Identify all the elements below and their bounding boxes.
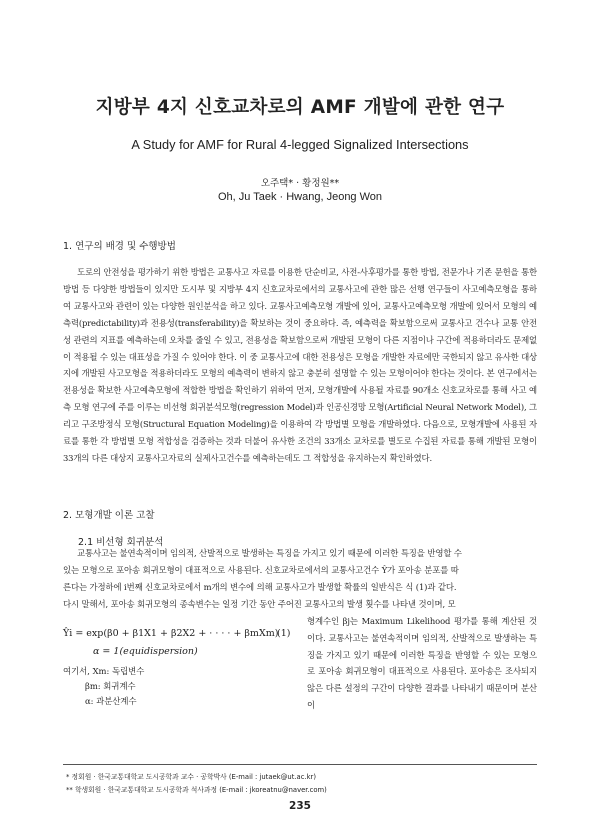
paragraph-2-line-3: 른다는 가정하에 i번째 신호교차로에서 m개의 변수에 의해 교통사고가 발생할 확률의 일반식은 식 (1)과 같다. — [63, 582, 457, 592]
variable-definitions — [63, 664, 144, 709]
footnote-2: ** 학생회원 · 한국교통대학교 도시공학과 석사과정 (E-mail : jkoreatnu@naver.com) — [66, 786, 327, 794]
paper-title: 지방부 4지 신호교차로의 AMF 개발에 관한 연구 — [95, 97, 505, 118]
paragraph-2-line-1: 교통사고는 불연속적이며 임의적, 산발적으로 발생하는 특징을 가지고 있기 때문에 이러한 특징을 반영할 수 — [77, 548, 462, 558]
paragraph-2-line-2: 있는 모형으로 포아송 회귀모형이 대표적으로 사용된다. 신호교차로에서의 교통사고건수 Ŷ가 포아송 분포를 따 — [63, 565, 459, 575]
section-heading-2: 2. 모형개발 이론 고찰 — [63, 510, 155, 521]
where-beta: βm: 회귀계수 — [85, 681, 136, 691]
equation-1: Ŷi = exp(β0 + β1X1 + β2X2 + · · · · + βmXm) — [63, 628, 279, 639]
paragraph-1: 도로의 안전성을 평가하기 위한 방법은 교통사고 자료를 이용한 단순비교, 사전-사후평가를 통한 방법, 전문가나 기존 문헌을 통한 방법 등 다양한 방법들이 있지만 도시부 및 지방부 4지 신호교차로에서의 교통사고에 관한 많은 선행 연구들이 사고예측모형을 통하여 교통사고와 관련이 있는 다양한 원인분석을 하고 있다. 교통사고예측모형 개발에 있어, 교통사고예측모형 개발에 있어서 모형의 예측력(predictability)과 전용성(transferability)을 확보하는 것이 중요하다. 즉, 예측력을 확보함으로써 교통사고 건수나 교통 안전성 관련의 지표를 예측하는데 오차를 줄일 수 있고, 전용성을 확보함으로써 개발된 모형이 다른 지점이나 구간에 적용하더라도 문제없이 적용될 수 있는 대표성을 가질 수 있어야 한다. 이 중 교통사고에 대한 전용성은 모형을 개발한 자료에만 국한되지 않고 유사한 대상지에 개발된 사고모형을 적용하더라도 모형의 예측력이 변하지 않고 충분히 설명할 수 있는 모형이어야 한다는 것이다. 본 연구에서는 전용성을 확보한 사고예측모형에 적합한 방법을 확인하기 위하여 먼저, 모형개발에 사용될 자료를 90개소 신호교차로를 통해 사고 예측 모형 연구에 주를 이루는 비선형 회귀분석모형(regression Model)과 인공신경망 모형(Artificial Neural Network Model), 그리고 구조방정식 모형(Structural Equation Modeling)을 이용하여 각 방법별 모형을 개발하였다. 다음으로, 모형개발에 사용된 자료를 통한 각 방법별 모형 적합성을 검증하는 것과 더불어 유사한 조건의 33개소 교차로를 별도로 수집된 자료를 통해 개발된 모형이 33개의 다른 대상지 교통사고자료의 실제사고건수를 예측하는데도 그 적합성을 유지하는지 확인하였다. — [63, 267, 537, 463]
section-heading-1: 1. 연구의 배경 및 수행방법 — [63, 241, 176, 252]
authors-english: Oh, Ju Taek · Hwang, Jeong Won — [217, 191, 383, 203]
where-alpha: α: 과분산계수 — [85, 696, 137, 706]
footnote-1: * 정회원 · 한국교통대학교 도시공학과 교수 · 공학박사 (E-mail : jutaek@ut.ac.kr) — [66, 773, 316, 781]
footnote-divider — [63, 764, 537, 765]
equation-alpha-condition: α = 1(equidispersion) — [93, 646, 198, 657]
paper-subtitle: A Study for AMF for Rural 4-legged Signalized Intersections — [131, 137, 469, 152]
subsection-heading-2-1: 2.1 비선형 회귀분석 — [78, 537, 164, 548]
page-number: 235 — [289, 800, 311, 812]
paragraph-2-line-4: 다시 말해서, 포아송 회귀모형의 종속변수는 일정 기간 동안 주어진 교통사고의 발생 횟수를 나타낸 것이며, 모 — [63, 599, 456, 609]
where-xm: 여기서, Xm: 독립변수 — [63, 666, 145, 676]
equation-number: (1) — [277, 628, 291, 639]
paragraph-2-right-column: 형계수인 βj는 Maximum Likelihood 평가를 통해 계산된 것이다. 교통사고는 불연속적이며 임의적, 산발적으로 발생하는 특징을 가지고 있기 때문에 이러한 특징을 반영할 수 있는 모형으로 포아송 회귀모형이 대표적으로 사용된다. 포아송은 조사되지 않은 다른 설정의 구간이 다양한 결과를 나타내기 때문이며 분산이 — [307, 616, 537, 710]
authors-korean: 오주택* · 황정원** — [260, 178, 340, 189]
